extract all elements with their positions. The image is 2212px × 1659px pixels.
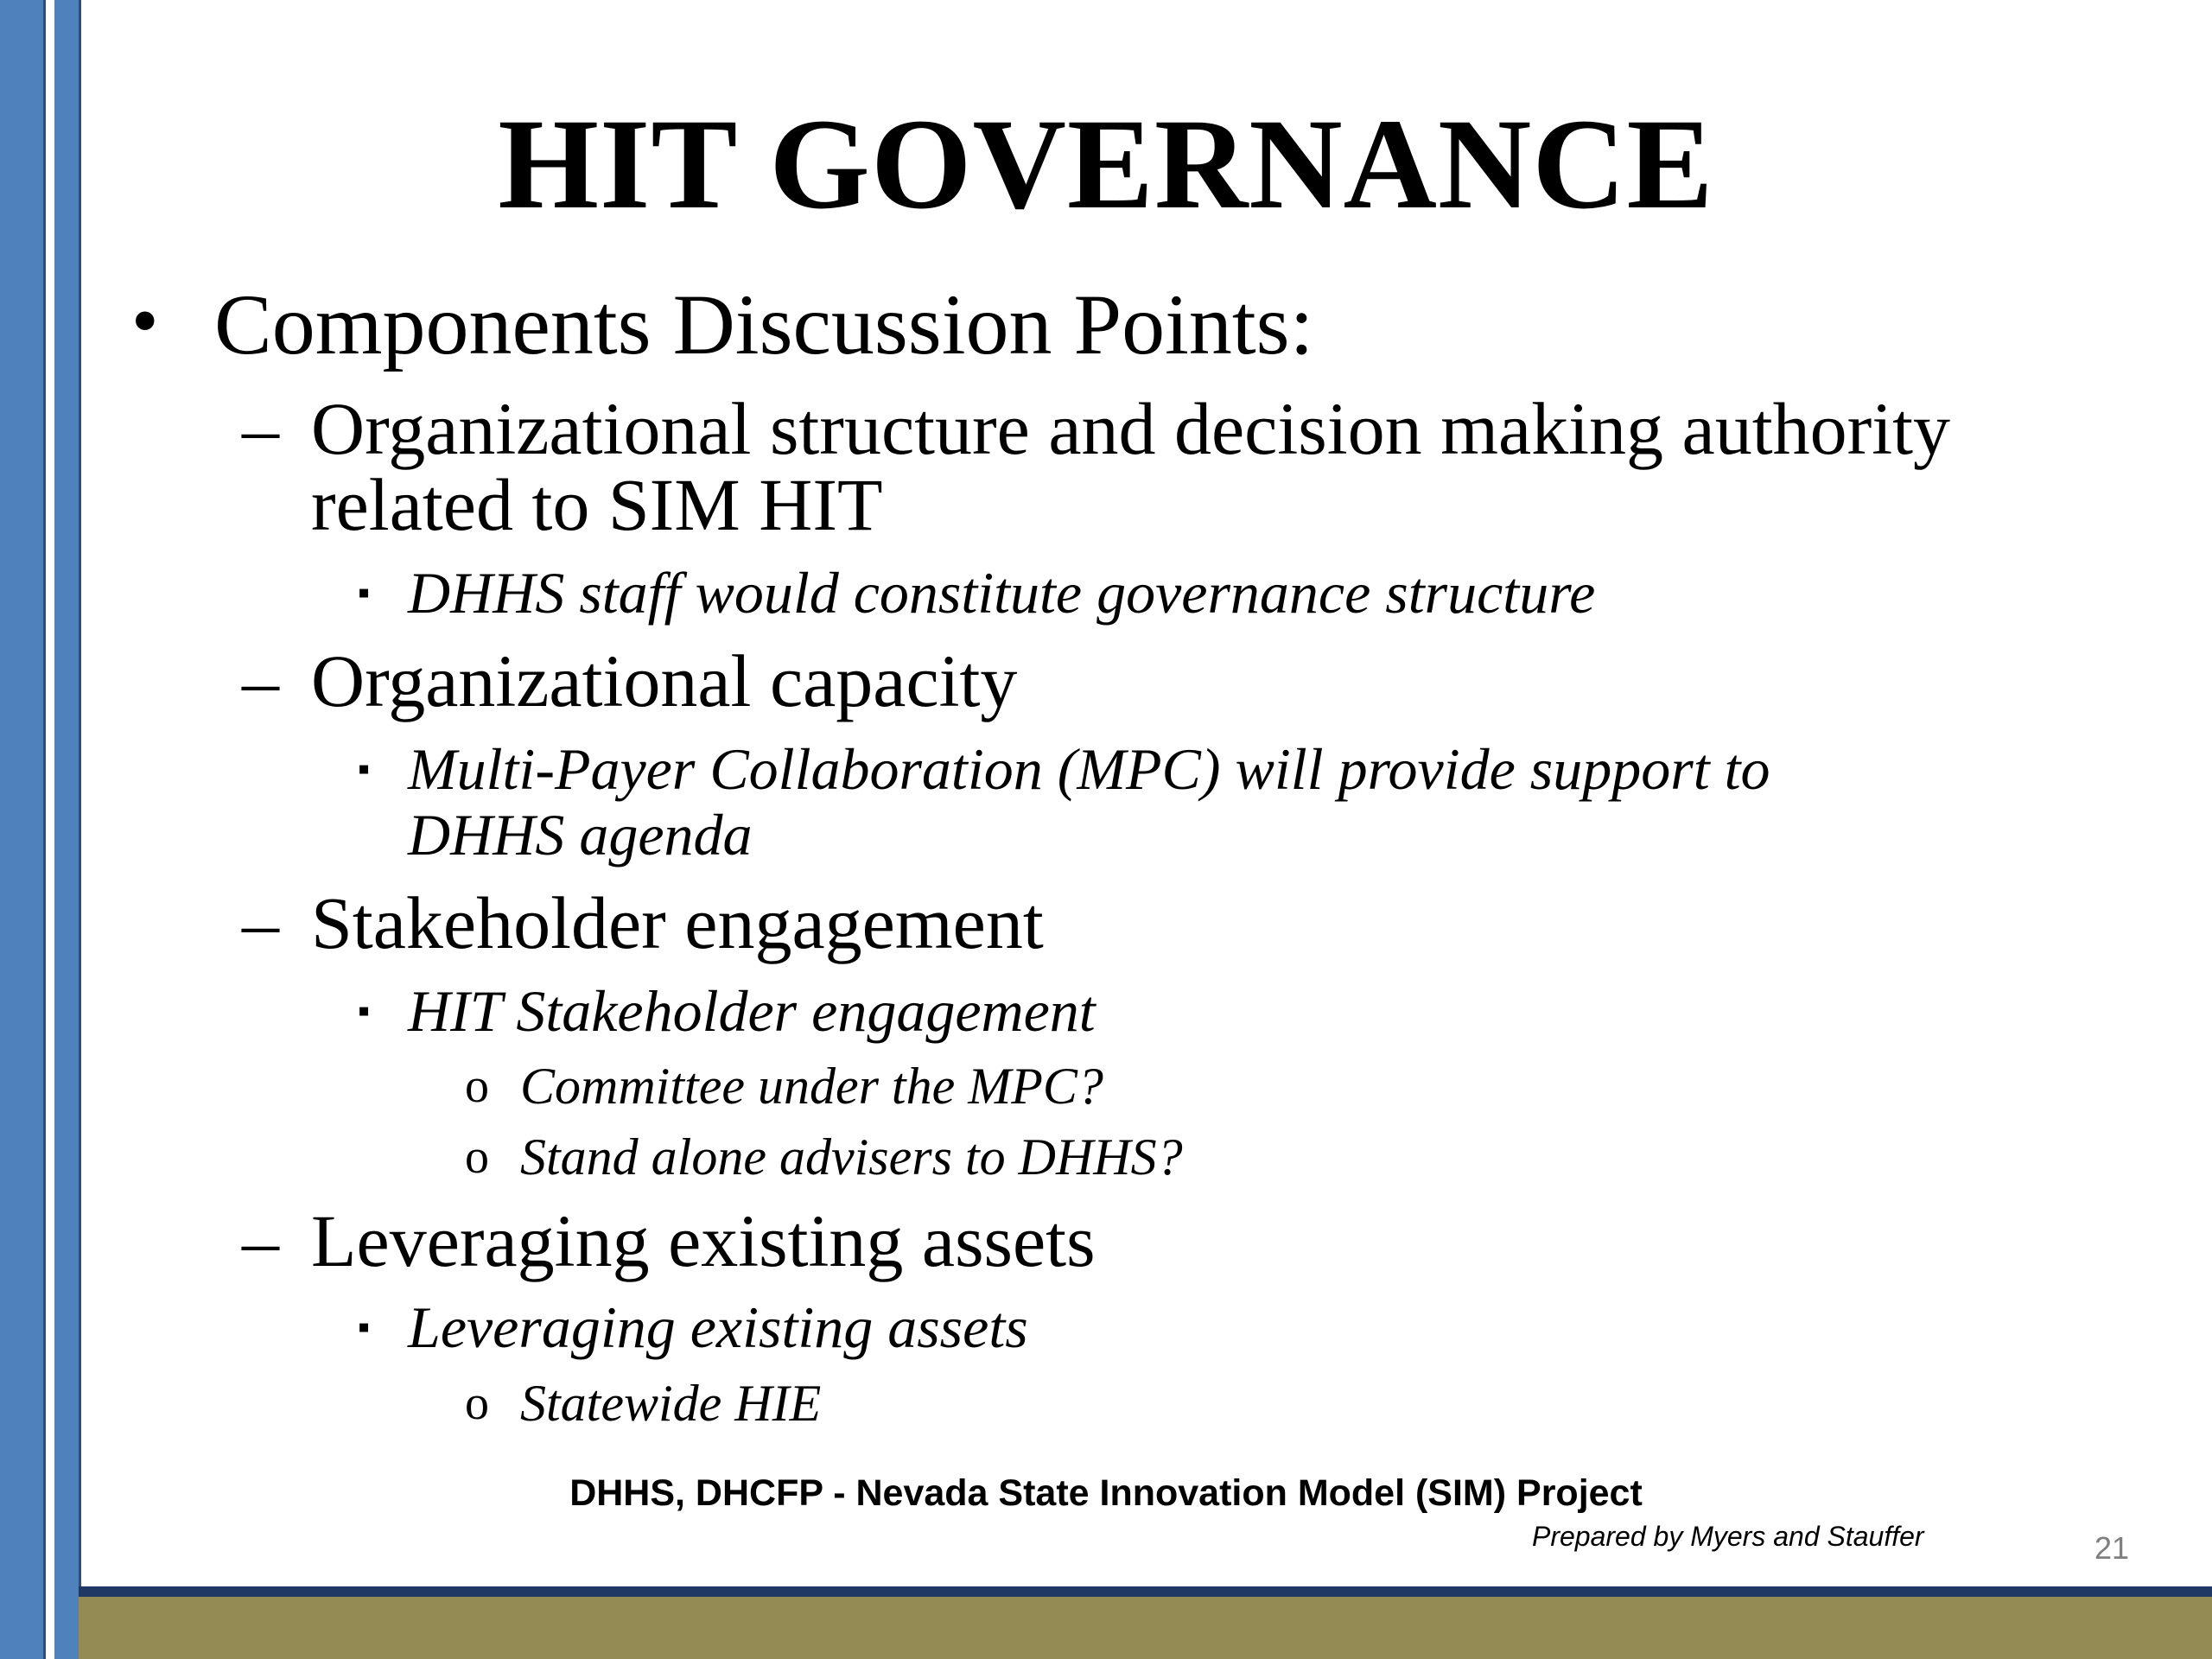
square-bullet-icon: ▪: [358, 749, 371, 788]
list-item: DHHS agenda: [408, 802, 753, 868]
footer-project-title: DHHS, DHCFP - Nevada State Innovation Model (SIM) Project: [569, 1472, 1643, 1514]
page-number: 21: [2094, 1530, 2130, 1566]
square-bullet-icon: ▪: [358, 1307, 371, 1346]
list-item: Stand alone advisers to DHHS?: [520, 1128, 1183, 1185]
circle-bullet-icon: o: [465, 1059, 489, 1113]
square-bullet-icon: ▪: [358, 991, 371, 1030]
dash-icon: –: [242, 1199, 279, 1282]
dash-icon: –: [242, 387, 279, 470]
heading-components: Components Discussion Points:: [214, 276, 1314, 372]
left-accent-bar-inner: [54, 0, 81, 1659]
list-item: Organizational capacity: [311, 639, 1018, 722]
list-item: Committee under the MPC?: [520, 1058, 1103, 1115]
bullet-icon: •: [131, 278, 159, 364]
list-item: Stakeholder engagement: [311, 881, 1044, 964]
list-item: Organizational structure and decision making authority: [311, 387, 1951, 470]
dash-icon: –: [242, 881, 279, 964]
square-bullet-icon: ▪: [358, 573, 371, 612]
slide-title: HIT GOVERNANCE: [498, 92, 1714, 236]
list-item: Multi-Payer Collaboration (MPC) will provide support to: [408, 736, 1770, 802]
dash-icon: –: [242, 639, 279, 722]
list-item: related to SIM HIT: [311, 463, 883, 546]
footer-prepared-by: Prepared by Myers and Stauffer: [1532, 1521, 1924, 1552]
list-item: HIT Stakeholder engagement: [408, 978, 1096, 1044]
circle-bullet-icon: o: [465, 1130, 489, 1184]
bottom-accent-line: [79, 1586, 2212, 1597]
list-item: Leveraging existing assets: [311, 1199, 1096, 1282]
left-accent-bar-outer: [0, 0, 46, 1659]
bottom-accent-bar: [79, 1597, 2212, 1659]
circle-bullet-icon: o: [465, 1376, 489, 1430]
list-item: DHHS staff would constitute governance structure: [408, 560, 1596, 626]
left-accent-gap: [46, 0, 54, 1659]
list-item: Statewide HIE: [520, 1375, 822, 1432]
list-item: Leveraging existing assets: [408, 1294, 1028, 1360]
